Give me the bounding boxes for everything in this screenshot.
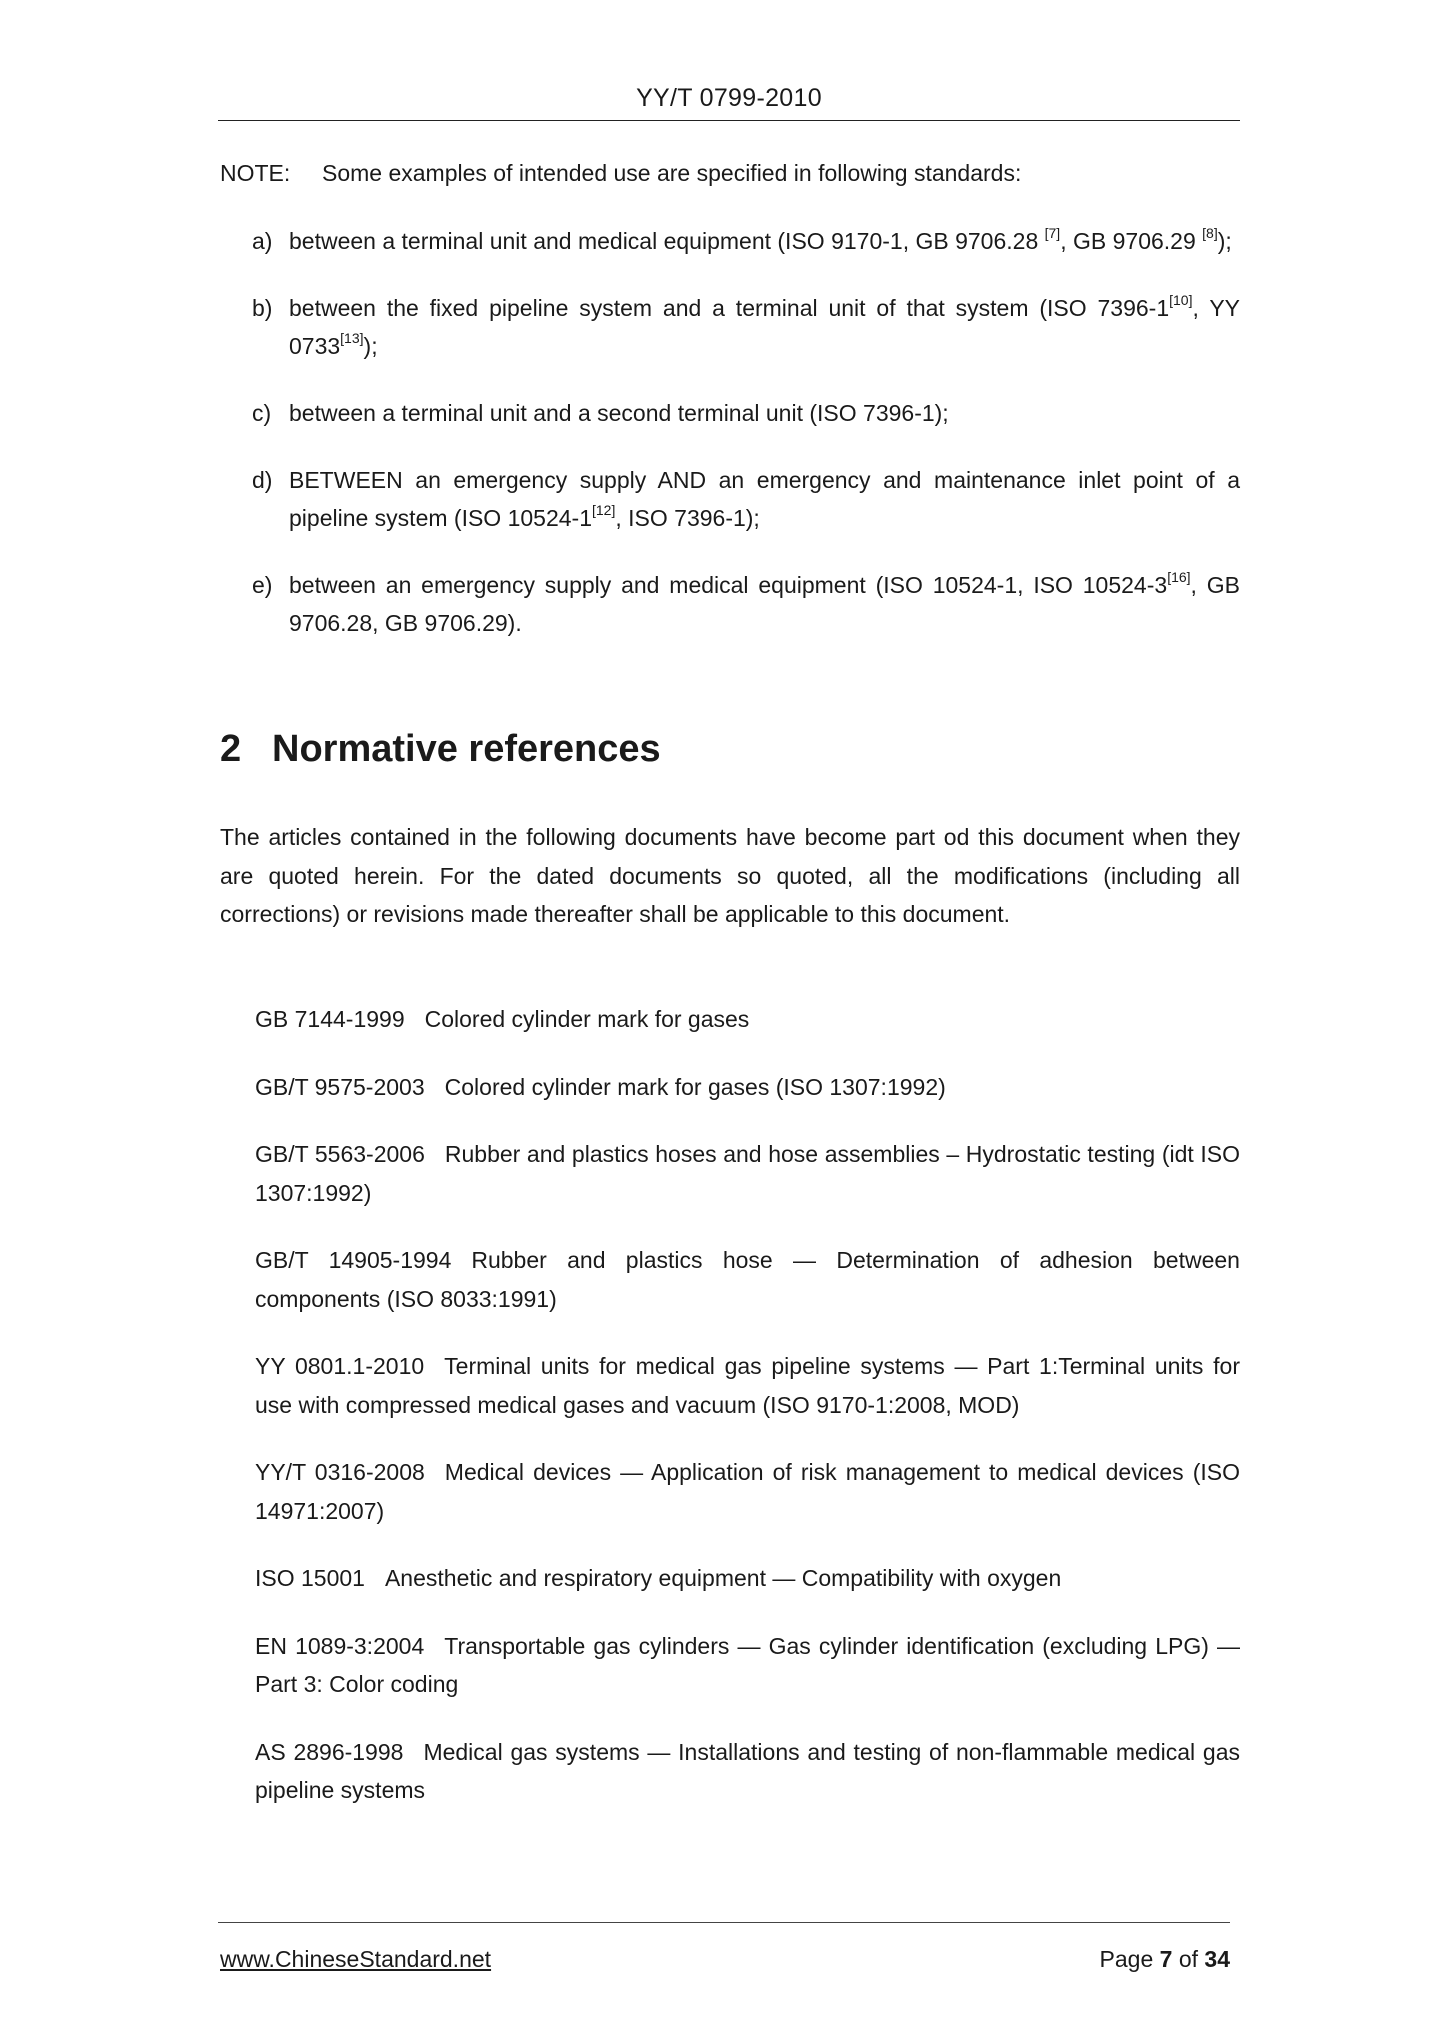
intended-use-list (252, 222, 1240, 671)
reference-code: YY 0801.1-2010 (255, 1353, 425, 1379)
list-item: e) between an emergency supply and medical equipment (ISO 10524-1, ISO 10524-3[16], GB 9706.28, GB 9706.29). (252, 566, 1240, 642)
reference-entry (255, 1068, 1240, 1107)
reference-entry (255, 1135, 1240, 1212)
citation: [13] (340, 330, 364, 347)
list-item: a) between a terminal unit and medical equipment (ISO 9170-1, GB 9706.28 [7], GB 9706.29 [8]); (252, 222, 1240, 260)
reference-title: Terminal units for medical gas pipeline systems — Part 1:Terminal units for use with compressed medical gases and vacuum (ISO 9170-1:2008, MOD) (255, 1353, 1240, 1418)
reference-title: Colored cylinder mark for gases (ISO 1307:1992) (444, 1073, 946, 1100)
reference-code: GB/T 14905-1994 (255, 1247, 452, 1273)
intro-paragraph: The articles contained in the following documents have become part od this document when they are quoted herein. For the dated documents so quoted, all the modifications (including all corrections) or revisions made thereafter shall be applicable to this document. (220, 824, 1240, 927)
reference-title: Colored cylinder mark for gases (424, 1006, 750, 1032)
header-title: YY/T 0799-2010 (636, 84, 822, 112)
header-divider (218, 120, 1240, 121)
reference-title: Rubber and plastics hoses and hose assemblies – Hydrostatic testing (idt ISO 1307:1992) (255, 1141, 1241, 1206)
list-marker: e) (252, 572, 273, 598)
reference-entry (255, 1000, 1240, 1039)
citation: [7] (1044, 225, 1061, 242)
footer-website-link[interactable]: www.ChineseStandard.net (220, 1946, 492, 1972)
page-indicator: Page 7 of 34 (1099, 1946, 1230, 1972)
reference-code: AS 2896-1998 (255, 1738, 404, 1765)
reference-code: GB 7144-1999 (255, 1006, 405, 1032)
reference-title: Medical gas systems — Installations and testing of non-flammable medical gas pipeline systems (255, 1738, 1240, 1803)
citation: [16] (1167, 569, 1191, 586)
list-item: b) between the fixed pipeline system and a terminal unit of that system (ISO 7396-1[10], YY 0733[13]); (252, 289, 1240, 365)
list-marker: a) (252, 228, 273, 254)
reference-code: GB/T 5563-2006 (255, 1141, 425, 1167)
note-label: NOTE: (220, 160, 291, 186)
list-item: c) between a terminal unit and a second terminal unit (ISO 7396-1); (252, 394, 1240, 432)
citation: [10] (1169, 292, 1193, 309)
reference-code: YY/T 0316-2008 (255, 1459, 425, 1485)
reference-entry (255, 1627, 1240, 1704)
reference-title: Rubber and plastics hose — Determination of adhesion between components (ISO 8033:1991) (255, 1247, 1240, 1312)
total-pages: 34 (1204, 1946, 1230, 1972)
references-list (255, 1000, 1240, 1839)
list-marker: b) (252, 295, 273, 321)
note (220, 160, 1021, 187)
reference-title: Medical devices — Application of risk management to medical devices (ISO 14971:2007) (255, 1459, 1240, 1524)
citation: [8] (1202, 225, 1218, 242)
reference-entry (255, 1347, 1240, 1424)
note-text: Some examples of intended use are specified in following standards: (322, 160, 1022, 186)
reference-code: EN 1089-3:2004 (255, 1632, 425, 1659)
section-number: 2 (220, 728, 242, 770)
reference-title: Anesthetic and respiratory equipment — Compatibility with oxygen (384, 1565, 1062, 1591)
reference-entry (255, 1241, 1240, 1318)
reference-entry (255, 1559, 1240, 1598)
list-marker: c) (252, 400, 272, 426)
reference-entry (255, 1453, 1240, 1530)
reference-entry (255, 1733, 1240, 1810)
reference-title: Transportable gas cylinders — Gas cylinder identification (excluding LPG) — Part 3: Color coding (255, 1632, 1241, 1697)
citation: [12] (592, 502, 616, 519)
reference-code: GB/T 9575-2003 (255, 1073, 425, 1100)
current-page: 7 (1159, 1946, 1173, 1972)
section-title: Normative references (272, 728, 661, 770)
footer-divider (218, 1922, 1230, 1923)
section-heading (220, 728, 661, 771)
list-item: d) BETWEEN an emergency supply AND an emergency and maintenance inlet point of a pipeline system (ISO 10524-1[12], ISO 7396-1); (252, 461, 1240, 537)
reference-code: ISO 15001 (255, 1565, 365, 1591)
list-marker: d) (252, 467, 273, 493)
